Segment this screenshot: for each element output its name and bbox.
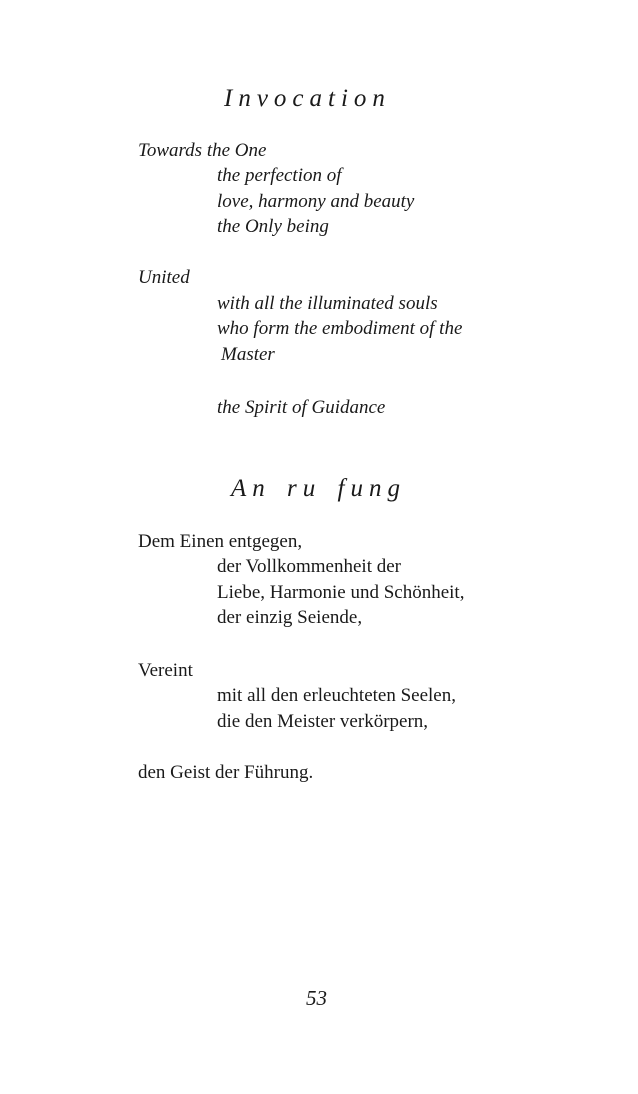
invocation-stanza1-line: the perfection of xyxy=(217,165,342,186)
invocation-stanza2-line: who form the embodiment of the xyxy=(217,318,463,339)
invocation-stanza2-opening: United xyxy=(138,267,190,288)
invocation-stanza1-line: love, harmony and beauty xyxy=(217,191,415,212)
anrufung-stanza2-line: mit all den erleuchteten Seelen, xyxy=(217,685,456,706)
anrufung-stanza2-opening: Vereint xyxy=(138,660,193,681)
invocation-stanza2-line: Master xyxy=(221,344,275,365)
anrufung-closing: den Geist der Führung. xyxy=(138,762,314,783)
anrufung-stanza1-opening: Dem Einen entgegen, xyxy=(138,531,303,552)
invocation-closing: the Spirit of Guidance xyxy=(217,397,386,418)
page-number: 53 xyxy=(306,986,327,1010)
invocation-title: Invocation xyxy=(224,85,391,112)
anrufung-stanza1-line: Liebe, Harmonie und Schönheit, xyxy=(217,582,465,603)
invocation-stanza1-line: the Only being xyxy=(217,216,329,237)
anrufung-stanza2-line: die den Meister verkörpern, xyxy=(217,711,429,732)
invocation-stanza2-line: with all the illuminated souls xyxy=(217,293,438,314)
anrufung-stanza1-line: der Vollkommenheit der xyxy=(217,556,401,577)
anrufung-title: An ru fung xyxy=(231,475,406,502)
invocation-stanza1-opening: Towards the One xyxy=(138,140,267,161)
anrufung-stanza1-line: der einzig Seiende, xyxy=(217,607,363,628)
